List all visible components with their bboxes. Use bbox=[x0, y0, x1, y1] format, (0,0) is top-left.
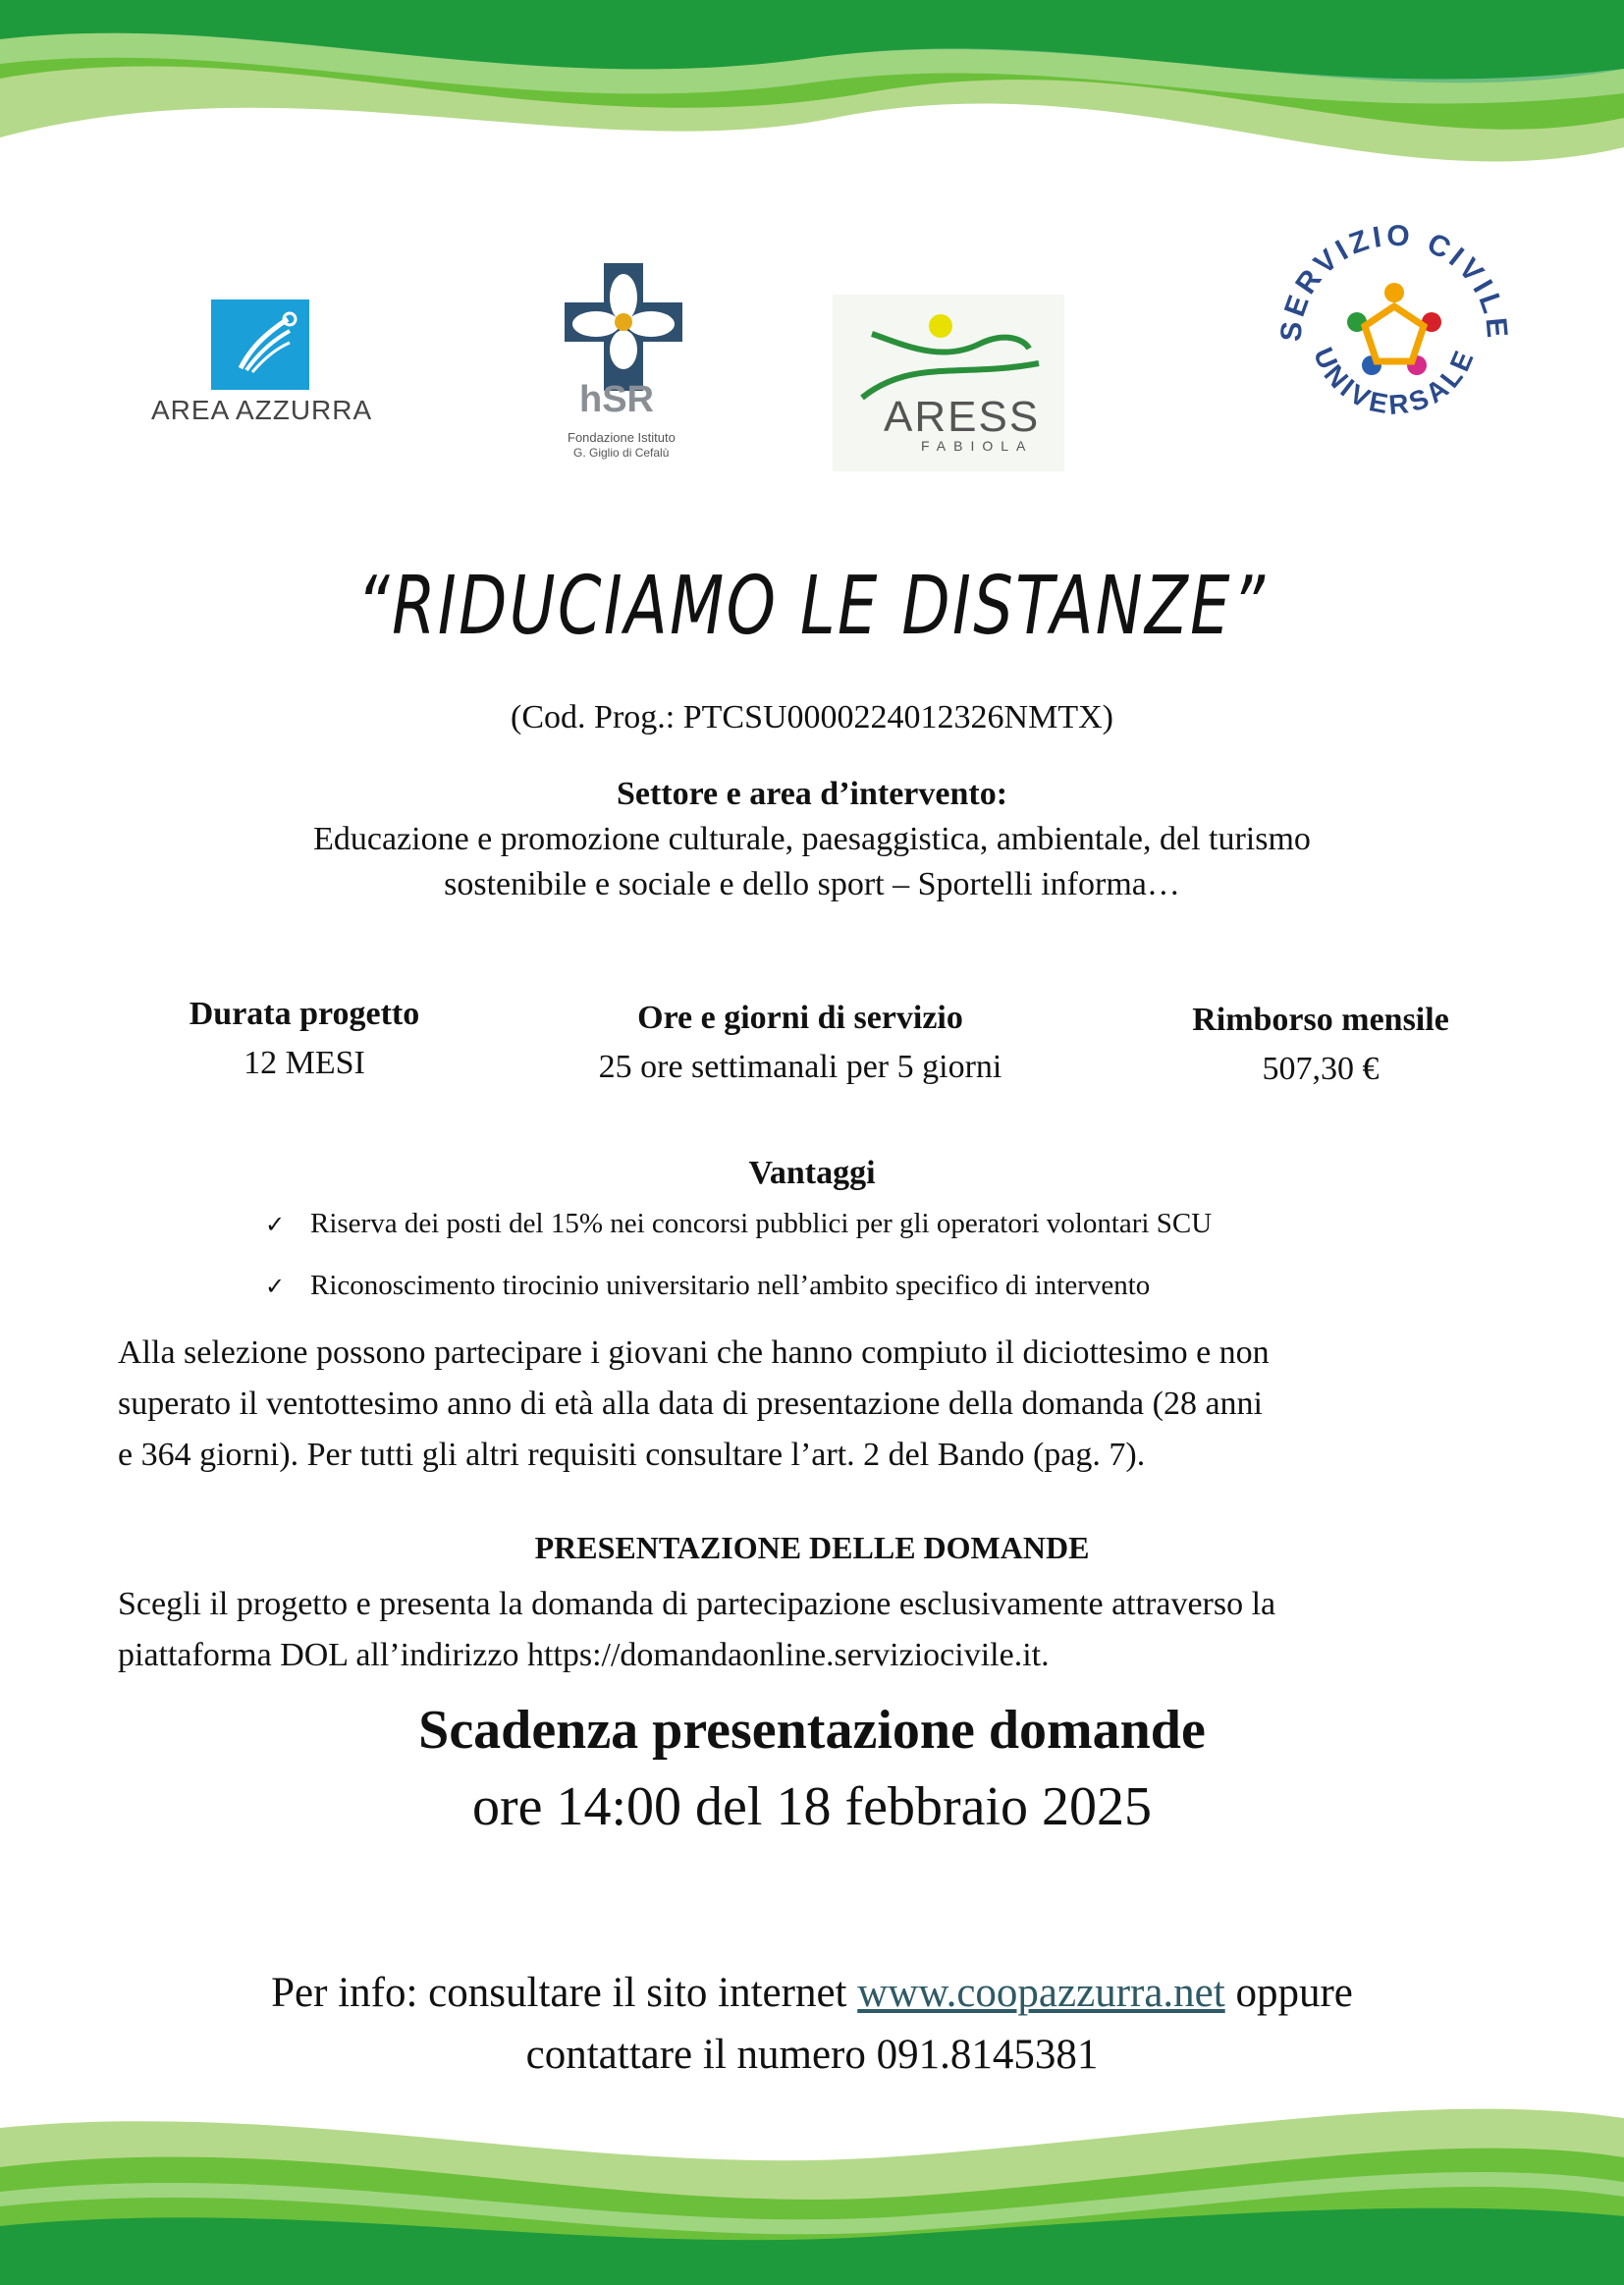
star-people-icon bbox=[1276, 216, 1512, 452]
svg-text:SERVIZIO CIVILE: SERVIZIO CIVILE bbox=[1276, 219, 1512, 344]
advantages-label: Vantaggi bbox=[748, 1155, 876, 1191]
reimbursement-value: 507,30 € bbox=[1262, 1051, 1380, 1087]
website-link[interactable]: www.coopazzurra.net bbox=[857, 1970, 1225, 2016]
hours-value: 25 ore settimanali per 5 giorni bbox=[598, 1049, 1002, 1085]
presentation-paragraph bbox=[118, 1579, 1512, 1681]
presentation-line-2: piattaforma DOL all’indirizzo https://domandaonline.serviziocivile.it. bbox=[118, 1637, 1050, 1673]
cross-flower-icon bbox=[565, 263, 682, 391]
reimbursement-label: Rimborso mensile bbox=[1192, 1002, 1449, 1038]
requirements-line-2: superato il ventottesimo anno di età alla data di presentazione della domanda (28 anni bbox=[118, 1386, 1263, 1422]
sector-text bbox=[118, 817, 1506, 907]
info-line-2: contattare il numero 091.8145381 bbox=[525, 2032, 1099, 2078]
logo-aress bbox=[833, 295, 1064, 471]
duration-block bbox=[118, 990, 491, 1088]
duration-label: Durata progetto bbox=[189, 996, 420, 1032]
advantage-text: Riserva dei posti del 15% nei concorsi pubblici per gli operatori volontari SCU bbox=[310, 1208, 1213, 1239]
info-suffix: oppure bbox=[1235, 1970, 1353, 2016]
project-code: (Cod. Prog.: PTCSU0000224012326NMTX) bbox=[511, 699, 1113, 735]
page-title: “RIDUCIAMO LE DISTANZE” bbox=[356, 560, 1268, 653]
sector-text-line-2: sostenibile e sociale e dello sport – Sportelli informa… bbox=[444, 866, 1180, 902]
svg-text:UNIVERSALE: UNIVERSALE bbox=[1307, 343, 1482, 420]
advantage-item bbox=[265, 1208, 1212, 1240]
sector-text-line-1: Educazione e promozione culturale, paesaggistica, ambientale, del turismo bbox=[313, 821, 1311, 857]
aress-name: ARESS bbox=[884, 393, 1041, 441]
requirements-line-1: Alla selezione possono partecipare i giovani che hanno compiuto il diciottesimo e non bbox=[118, 1334, 1270, 1371]
presentation-line-1: Scegli il progetto e presenta la domanda di partecipazione esclusivamente attraverso la bbox=[118, 1586, 1276, 1622]
deadline-text: ore 14:00 del 18 febbraio 2025 bbox=[471, 1776, 1153, 1837]
presentation-title: PRESENTAZIONE DELLE DOMANDE bbox=[534, 1530, 1090, 1565]
requirements-paragraph bbox=[118, 1328, 1512, 1481]
advantage-text: Riconoscimento tirocinio universitario nell’ambito specifico di intervento bbox=[310, 1270, 1151, 1301]
hsr-mark: hSR bbox=[579, 379, 654, 420]
bottom-wave-decoration bbox=[0, 2089, 1624, 2285]
hours-label: Ore e giorni di servizio bbox=[637, 1000, 963, 1036]
check-icon: ✓ bbox=[265, 1273, 286, 1300]
info-line-1 bbox=[0, 1969, 1624, 2017]
duration-value: 12 MESI bbox=[244, 1045, 365, 1081]
area-azzurra-label: AREA AZZURRA bbox=[151, 395, 373, 425]
info-prefix: Per info: consultare il sito internet bbox=[271, 1970, 847, 2016]
hsr-caption-2: G. Giglio di Cefalù bbox=[573, 446, 670, 460]
logo-hsr bbox=[550, 263, 707, 469]
deadline-title: Scadenza presentazione domande bbox=[418, 1700, 1206, 1761]
advantage-item bbox=[265, 1270, 1150, 1302]
hsr-caption-1: Fondazione Istituto bbox=[568, 430, 676, 445]
sector-label: Settore e area d’intervento: bbox=[616, 776, 1008, 812]
aress-sub: FABIOLA bbox=[921, 438, 1034, 454]
logo-servizio-civile bbox=[1276, 216, 1512, 452]
reimbursement-block bbox=[1129, 996, 1512, 1094]
hours-block bbox=[511, 994, 1090, 1092]
top-wave-decoration bbox=[0, 0, 1624, 196]
requirements-line-3: e 364 giorni). Per tutti gli altri requisiti consultare l’art. 2 del Bando (pag. 7). bbox=[118, 1437, 1146, 1473]
wing-icon bbox=[211, 299, 309, 390]
logo-area-azzurra bbox=[147, 295, 383, 432]
check-icon: ✓ bbox=[265, 1211, 286, 1238]
